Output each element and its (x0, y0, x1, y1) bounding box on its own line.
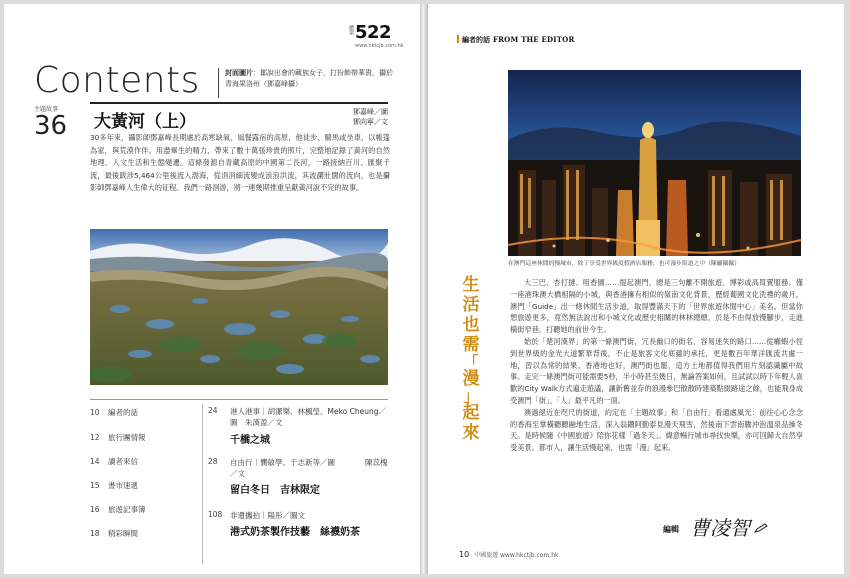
toc-item-num: 15 (90, 481, 100, 490)
toc-entry-meta: 自由行｜龔敏學、于志新等／圖 陳苡槐／文 (230, 458, 388, 478)
feature-credits (336, 107, 388, 127)
toc-item-label: 讀者來信 (108, 457, 138, 466)
toc-item-label: 精彩瞬間 (108, 529, 138, 538)
toc-item-label: 旅遊記事簿 (108, 505, 146, 514)
toc-item-label: 旅行團情報 (108, 433, 146, 442)
toc-column-divider (202, 404, 203, 564)
headline-char: 生 (462, 275, 480, 295)
toc-item[interactable] (90, 504, 200, 515)
toc-feature-entry[interactable] (208, 457, 388, 497)
toc-feature-entry[interactable] (208, 510, 388, 550)
cover-note-text: ：鄒說出會的藏族女子，打扮飾帶華貴，攝於青海果洛州（鄧嘉峰攝） (225, 69, 393, 88)
feature-intro: 30多年來，攝影師鄧嘉峰長期處於高寒缺氧、風餐露宿的高原，他徒步、騎馬或坐車，以帳篷為家，與荒漠作伴。用盡畢生的精力，帶來了數十萬張珍貴的照片，完整地記錄了黃河的自然地理、人文生活和生態變遷。這條發源自青藏高原的中國第二長河，一路接納百川、匯聚千流，最後跋涉5,464公里後流入渤海，從涓涓細流變成浪浪洪流，其波瀾壯闊的流向，也是攝影師鄧嘉峰人生偉大的征程。我們一路洄游，將一連幾期推重呈獻黃河說不完的故事。 (90, 133, 390, 193)
yellow-river-photo[interactable] (90, 229, 388, 385)
toc-item-num: 16 (90, 505, 100, 514)
section-accent-bar (457, 35, 459, 43)
toc-item-num: 18 (90, 529, 100, 538)
toc-entry-title: 留白冬日 吉林限定 (230, 485, 320, 496)
toc-entry-title: 港式奶茶製作技藝 絲襪奶茶 (230, 527, 360, 538)
toc-item[interactable] (90, 432, 200, 443)
cityscape-image (508, 70, 801, 256)
section-header (457, 35, 574, 45)
issue-number: 522 (355, 22, 392, 43)
signature-name: 曹凌智 (690, 516, 750, 540)
toc-entry-meta: 非遺攜拍｜陽彤／圖文 (230, 511, 305, 520)
feature-page-number: 36 (34, 111, 68, 141)
toc-item-num: 12 (90, 433, 100, 442)
headline-char: 來 (462, 423, 480, 443)
issue-label: 總第 (348, 25, 354, 35)
section-title-zh: 編者的話 (462, 36, 490, 44)
credit-photo: 鄧嘉峰／圖 (353, 108, 388, 116)
vertical-headline (460, 275, 482, 443)
title-divider (218, 68, 219, 98)
credit-text: 鄧向寧／文 (353, 118, 388, 126)
headline-char: 起 (462, 403, 480, 423)
page-spine (420, 4, 428, 574)
headline-char: 活 (462, 295, 480, 315)
section-title-en: FROM THE EDITOR (493, 35, 575, 44)
toc-entry-title: 千橋之城 (230, 435, 270, 446)
headline-char: 」 (463, 387, 479, 405)
feature-category: 主題故事 (34, 106, 59, 113)
toc-item[interactable] (90, 528, 200, 539)
toc-entry-num: 108 (208, 510, 223, 519)
body-paragraph: 大三巴、杏打撻、咀香園……提起澳門，總是三句離不開旅遊、博彩或高買賣服務。僅一座港珠澳大橋相隔的小城，與香港擁有相似的嶺南文化背景，歷經葡國文化洗禮的歲月，澳門「Guide」出一條休閒生活步道，取得豐滿天下的「世界旅遊休閒中心」美名。但當你想旅遊更多，竟然無法說出和小城文化或歷史相關的林林總總，於是不由得放慢腳步，走進橫街窄巷，打聽她的前世今生。 (510, 278, 803, 335)
page-footer (459, 550, 558, 559)
toc-entry-num: 28 (208, 457, 218, 466)
toc-rule (90, 399, 388, 400)
left-page (4, 4, 420, 574)
contents-title: Contents (34, 60, 200, 101)
issue-url: www.hktcjb.com.hk (355, 43, 404, 49)
footer-page-number: 10 (459, 550, 470, 559)
pen-icon (754, 523, 768, 533)
editorial-body (510, 277, 803, 454)
toc-item-num: 10 (90, 408, 100, 417)
body-paragraph: 始於「楚河漢界」的第一條澳門街，冗長幽口的街名，容易迷失的路口……從癩蝦小徑到世界級的金光大道繁華背後，不止是旅客文化底蘊的承托，更是數百年華洋匯流共處一地，習以為常的結果。香港地也好，澳門街也罷，這方土地都值得我們用片刻認識屬中故事。走完一條澳門街可能需要5秒，半小時甚至幾日，無論答案如何，且試試以時下年輕人喜歡的City Walk方式遍走遊議，讓新舊並存的浪漫參巴散散時建築點綴路途之餘，也能飛身成受澳門「街」、「人」最平凡的一面。 (510, 336, 803, 405)
toc-entry-num: 24 (208, 406, 218, 415)
landscape-image (90, 229, 388, 385)
headline-char: 也 (462, 315, 480, 335)
toc-item[interactable] (90, 407, 200, 418)
right-page (428, 4, 844, 574)
feature-rule (90, 102, 388, 104)
photo-caption: 在澳門這座休閒的慢城市，除了享受世界級度假酒店服務，也可漫步街道之中（陳顯攝攝） (508, 261, 740, 267)
headline-char: 「 (463, 353, 479, 371)
toc-item[interactable] (90, 480, 200, 491)
toc-item-num: 14 (90, 457, 100, 466)
headline-char: 需 (462, 335, 480, 355)
toc-item[interactable] (90, 456, 200, 467)
toc-item-label: 書市速遞 (108, 481, 138, 490)
issue-badge (348, 22, 404, 44)
toc-item-label: 編者的話 (108, 408, 138, 417)
cover-note-label: 封面圖片 (225, 69, 253, 77)
toc-entry-meta: 港人港事｜胡潔樂、林楓瑩、Meko Cheung／圖 朱漢盈／文 (230, 407, 387, 427)
headline-char: 漫 (462, 369, 480, 389)
macau-night-photo[interactable] (508, 70, 801, 256)
signature-label: 編輯 (663, 525, 679, 534)
feature-title[interactable]: 大黃河（上） (94, 112, 196, 132)
footer-text: 中國旅遊 www.hkctjb.com.hk (474, 552, 559, 559)
toc-feature-entry[interactable] (208, 406, 388, 446)
body-paragraph: 澳過絕近在咫尺的街道，約定在「主題故事」和「自由行」看通處風光：前往心心念念的香海至掌橫聽聽融地生活，深入翁鑽阿勤泰見漫天飛雪，然後南下雲南騰沖泡溫泉品操冬天。是時候隨《中國旅遊》陪你花樣「過冬天」。緯意暢行城市尋找快樂，亦可回歸大自然享受美景。都市人，讓生活慢起來，也需「漫」起來。 (510, 407, 803, 453)
cover-note (225, 68, 395, 90)
